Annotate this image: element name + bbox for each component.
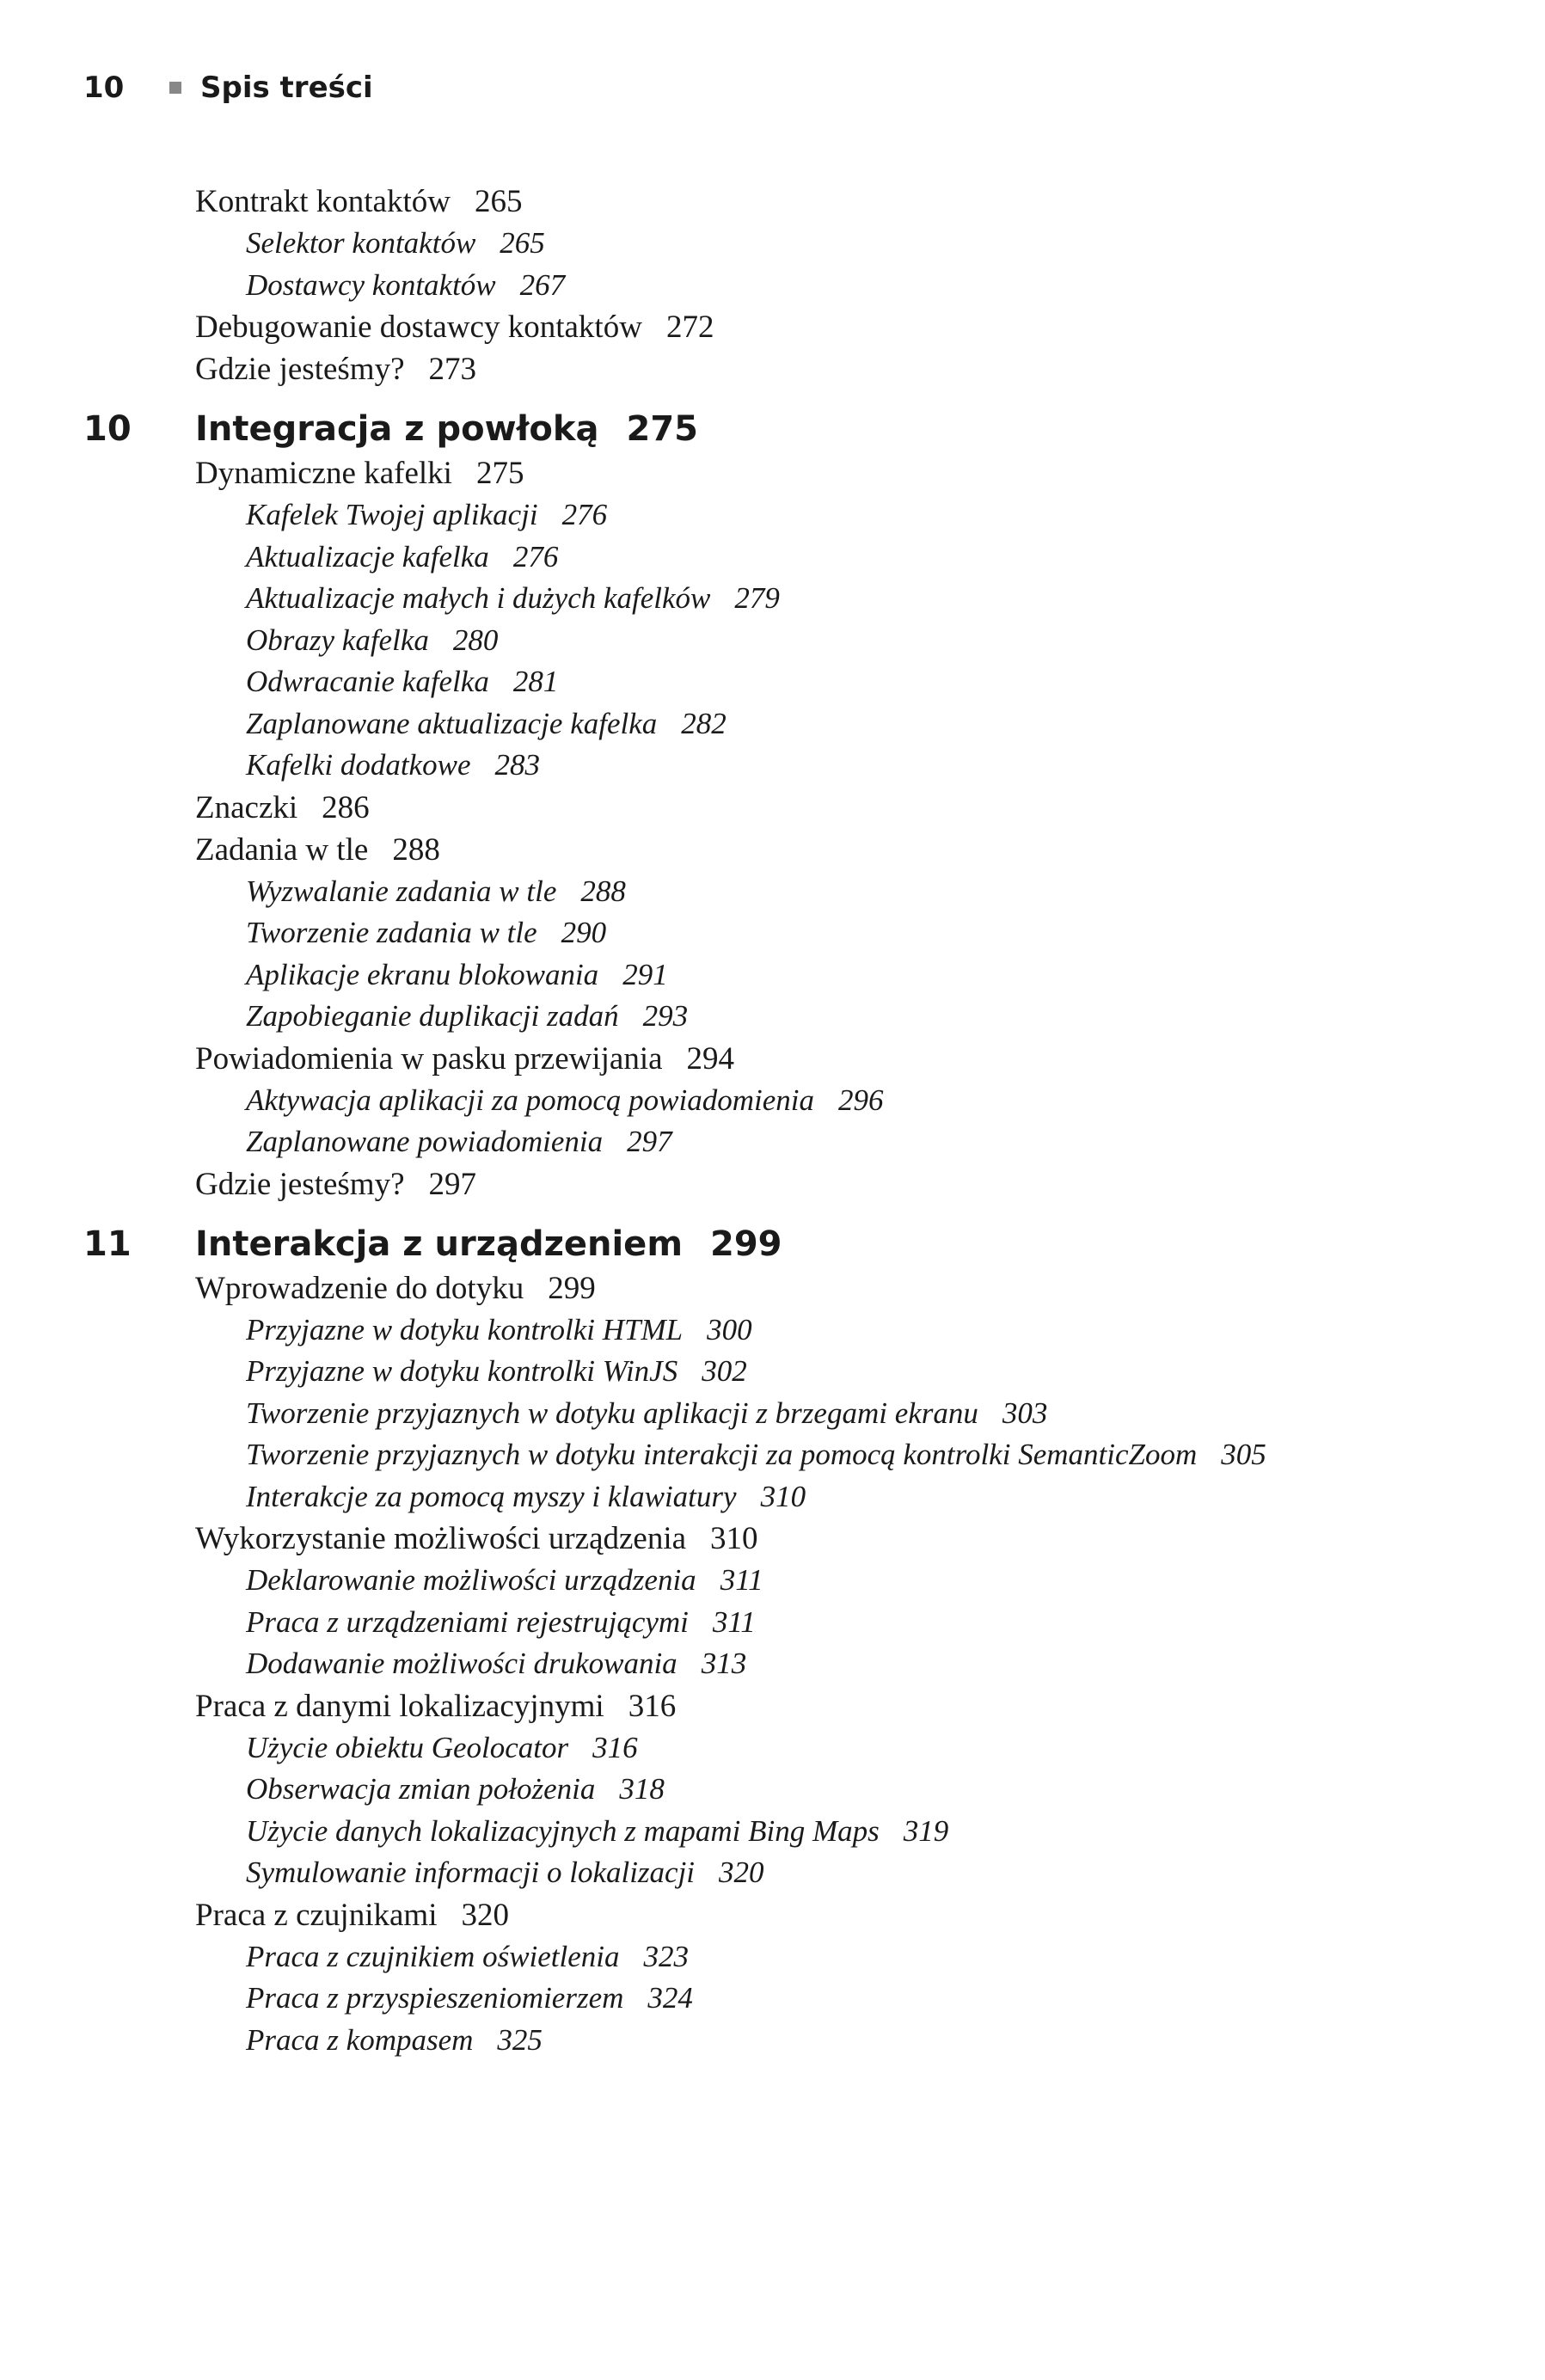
entry-page-number: 303 bbox=[1002, 1395, 1048, 1430]
entry-page-number: 299 bbox=[710, 1224, 782, 1264]
entry-title: Integracja z powłoką bbox=[195, 409, 599, 449]
entry-page-number: 275 bbox=[626, 409, 698, 449]
toc-subsection[interactable] bbox=[0, 954, 1545, 997]
entry-page-number: 272 bbox=[665, 310, 714, 345]
entry-title: Aktualizacje kafelka bbox=[246, 539, 489, 574]
toc-subsection[interactable] bbox=[0, 1602, 1545, 1644]
entry-page-number: 276 bbox=[512, 539, 559, 574]
entry-page-number: 320 bbox=[719, 1856, 764, 1889]
entry-title: Debugowanie dostawcy kontaktów bbox=[195, 310, 642, 345]
entry-title: Zadania w tle bbox=[195, 831, 369, 868]
entry-title: Praca z kompasem bbox=[246, 2022, 474, 2057]
entry-title: Wprowadzenie do dotyku bbox=[195, 1270, 524, 1306]
toc-chapter[interactable] bbox=[0, 1214, 1545, 1267]
running-header bbox=[83, 71, 373, 105]
entry-page-number: 282 bbox=[681, 706, 727, 740]
toc-subsection[interactable] bbox=[0, 2020, 1545, 2062]
running-title: Spis treści bbox=[200, 71, 373, 105]
toc-subsection[interactable] bbox=[0, 661, 1545, 703]
entry-page-number: 296 bbox=[838, 1083, 884, 1117]
entry-page-number: 281 bbox=[512, 665, 559, 698]
toc-subsection[interactable] bbox=[0, 1476, 1545, 1518]
entry-page-number: 273 bbox=[428, 352, 476, 387]
entry-page-number: 323 bbox=[643, 1939, 690, 1973]
toc-subsection[interactable] bbox=[0, 1643, 1545, 1685]
entry-title: Powiadomienia w pasku przewijania bbox=[195, 1040, 663, 1077]
entry-page-number: 288 bbox=[580, 874, 626, 908]
entry-title: Gdzie jesteśmy? bbox=[195, 1166, 405, 1202]
entry-page-number: 276 bbox=[561, 498, 608, 531]
entry-title: Tworzenie zadania w tle bbox=[246, 916, 537, 949]
entry-title: Aktualizacje małych i dużych kafelków bbox=[246, 581, 711, 615]
entry-page-number: 291 bbox=[622, 957, 668, 991]
entry-page-number: 324 bbox=[647, 1981, 693, 2015]
toc-subsection[interactable] bbox=[0, 1560, 1545, 1602]
entry-page-number: 283 bbox=[494, 748, 540, 782]
entry-title: Dodawanie możliwości drukowania bbox=[246, 1647, 677, 1680]
toc-section[interactable] bbox=[0, 829, 1545, 871]
entry-title: Użycie danych lokalizacyjnych z mapami Bing Maps bbox=[246, 1813, 880, 1848]
entry-title: Kafelki dodatkowe bbox=[246, 748, 471, 782]
toc-section[interactable] bbox=[0, 181, 1545, 223]
table-of-contents bbox=[0, 181, 1545, 2061]
toc-subsection[interactable] bbox=[0, 1978, 1545, 2020]
toc-section[interactable] bbox=[0, 1518, 1545, 1560]
entry-page-number: 319 bbox=[903, 1813, 949, 1848]
entry-page-number: 300 bbox=[707, 1312, 752, 1346]
toc-section[interactable] bbox=[0, 306, 1545, 348]
entry-page-number: 286 bbox=[322, 789, 370, 825]
entry-page-number: 313 bbox=[701, 1647, 747, 1680]
entry-title: Zaplanowane aktualizacje kafelka bbox=[246, 706, 658, 740]
entry-title: Dostawcy kontaktów bbox=[246, 267, 496, 302]
entry-title: Dynamiczne kafelki bbox=[195, 456, 452, 491]
entry-page-number: 265 bbox=[500, 226, 545, 260]
entry-page-number: 297 bbox=[627, 1125, 672, 1158]
toc-section[interactable] bbox=[0, 1038, 1545, 1080]
entry-title: Praca z przyspieszeniomierzem bbox=[246, 1981, 624, 2015]
entry-title: Znaczki bbox=[195, 789, 298, 825]
chapter-number: 11 bbox=[83, 1224, 132, 1264]
entry-page-number: 280 bbox=[452, 623, 499, 657]
entry-page-number: 311 bbox=[712, 1604, 756, 1639]
entry-page-number: 265 bbox=[474, 184, 523, 219]
entry-page-number: 279 bbox=[734, 581, 780, 615]
entry-title: Kontrakt kontaktów bbox=[195, 184, 451, 219]
chapter-number: 10 bbox=[83, 409, 132, 449]
entry-title: Zaplanowane powiadomienia bbox=[246, 1125, 604, 1158]
entry-page-number: 320 bbox=[461, 1897, 509, 1933]
toc-subsection[interactable] bbox=[0, 1936, 1545, 1978]
toc-subsection[interactable] bbox=[0, 1434, 1545, 1476]
entry-title: Przyjazne w dotyku kontrolki HTML bbox=[246, 1312, 684, 1346]
toc-subsection[interactable] bbox=[0, 745, 1545, 787]
toc-subsection[interactable] bbox=[0, 1852, 1545, 1894]
entry-title: Tworzenie przyjaznych w dotyku aplikacji z brzegami ekranu bbox=[246, 1395, 978, 1430]
entry-page-number: 305 bbox=[1221, 1438, 1266, 1471]
entry-title: Gdzie jesteśmy? bbox=[195, 352, 405, 387]
toc-subsection[interactable] bbox=[0, 223, 1545, 265]
entry-page-number: 311 bbox=[720, 1563, 763, 1597]
toc-section[interactable] bbox=[0, 452, 1545, 494]
entry-title: Praca z czujnikiem oświetlenia bbox=[246, 1939, 620, 1973]
toc-subsection[interactable] bbox=[0, 1811, 1545, 1853]
toc-section[interactable] bbox=[0, 348, 1545, 390]
entry-page-number: 299 bbox=[548, 1270, 596, 1306]
entry-page-number: 310 bbox=[760, 1479, 806, 1513]
entry-title: Użycie obiektu Geolocator bbox=[246, 1730, 569, 1764]
entry-page-number: 318 bbox=[619, 1772, 665, 1806]
entry-page-number: 275 bbox=[475, 456, 524, 491]
toc-subsection[interactable] bbox=[0, 996, 1545, 1038]
entry-title: Interakcja z urządzeniem bbox=[195, 1224, 683, 1264]
entry-page-number: 290 bbox=[561, 916, 607, 949]
entry-page-number: 325 bbox=[497, 2022, 543, 2057]
entry-page-number: 267 bbox=[519, 267, 566, 302]
entry-page-number: 302 bbox=[702, 1354, 747, 1388]
entry-title: Aplikacje ekranu blokowania bbox=[246, 957, 599, 991]
entry-page-number: 310 bbox=[710, 1521, 758, 1556]
entry-title: Wyzwalanie zadania w tle bbox=[246, 874, 557, 908]
toc-subsection[interactable] bbox=[0, 537, 1545, 579]
page-number: 10 bbox=[83, 71, 125, 105]
toc-subsection[interactable] bbox=[0, 265, 1545, 307]
entry-title: Tworzenie przyjaznych w dotyku interakcji za pomocą kontrolki SemanticZoom bbox=[246, 1438, 1198, 1471]
toc-subsection[interactable] bbox=[0, 1121, 1545, 1163]
toc-subsection[interactable] bbox=[0, 703, 1545, 745]
entry-title: Praca z danymi lokalizacyjnymi bbox=[195, 1688, 604, 1724]
entry-title: Interakcje za pomocą myszy i klawiatury bbox=[246, 1479, 737, 1513]
entry-page-number: 316 bbox=[592, 1730, 638, 1764]
entry-title: Odwracanie kafelka bbox=[246, 665, 489, 698]
entry-title: Selektor kontaktów bbox=[246, 226, 476, 260]
entry-title: Przyjazne w dotyku kontrolki WinJS bbox=[246, 1354, 678, 1388]
toc-section[interactable] bbox=[0, 787, 1545, 829]
entry-title: Wykorzystanie możliwości urządzenia bbox=[195, 1521, 687, 1556]
header-square-icon bbox=[169, 82, 181, 94]
toc-section[interactable] bbox=[0, 1894, 1545, 1936]
entry-page-number: 294 bbox=[686, 1040, 735, 1077]
entry-page-number: 316 bbox=[628, 1688, 677, 1724]
toc-subsection[interactable] bbox=[0, 494, 1545, 537]
toc-subsection[interactable] bbox=[0, 1393, 1545, 1435]
toc-subsection[interactable] bbox=[0, 912, 1545, 954]
entry-title: Kafelek Twojej aplikacji bbox=[246, 498, 538, 531]
toc-subsection[interactable] bbox=[0, 1310, 1545, 1352]
entry-title: Aktywacja aplikacji za pomocą powiadomienia bbox=[246, 1083, 815, 1117]
entry-title: Obrazy kafelka bbox=[246, 623, 429, 657]
entry-title: Obserwacja zmian położenia bbox=[246, 1772, 596, 1806]
toc-subsection[interactable] bbox=[0, 1727, 1545, 1770]
entry-title: Zapobieganie duplikacji zadań bbox=[246, 999, 619, 1033]
entry-title: Symulowanie informacji o lokalizacji bbox=[246, 1856, 696, 1889]
toc-section[interactable] bbox=[0, 1163, 1545, 1205]
entry-title: Deklarowanie możliwości urządzenia bbox=[246, 1563, 696, 1597]
toc-subsection[interactable] bbox=[0, 1351, 1545, 1393]
entry-title: Praca z czujnikami bbox=[195, 1897, 438, 1933]
entry-title: Praca z urządzeniami rejestrującymi bbox=[246, 1604, 689, 1639]
entry-page-number: 297 bbox=[428, 1166, 476, 1202]
toc-subsection[interactable] bbox=[0, 578, 1545, 620]
toc-subsection[interactable] bbox=[0, 1769, 1545, 1811]
toc-section[interactable] bbox=[0, 1685, 1545, 1727]
toc-section[interactable] bbox=[0, 1267, 1545, 1310]
toc-subsection[interactable] bbox=[0, 871, 1545, 913]
toc-chapter[interactable] bbox=[0, 399, 1545, 452]
entry-page-number: 288 bbox=[392, 831, 440, 868]
entry-page-number: 293 bbox=[642, 999, 689, 1033]
toc-subsection[interactable] bbox=[0, 1080, 1545, 1122]
toc-subsection[interactable] bbox=[0, 620, 1545, 662]
